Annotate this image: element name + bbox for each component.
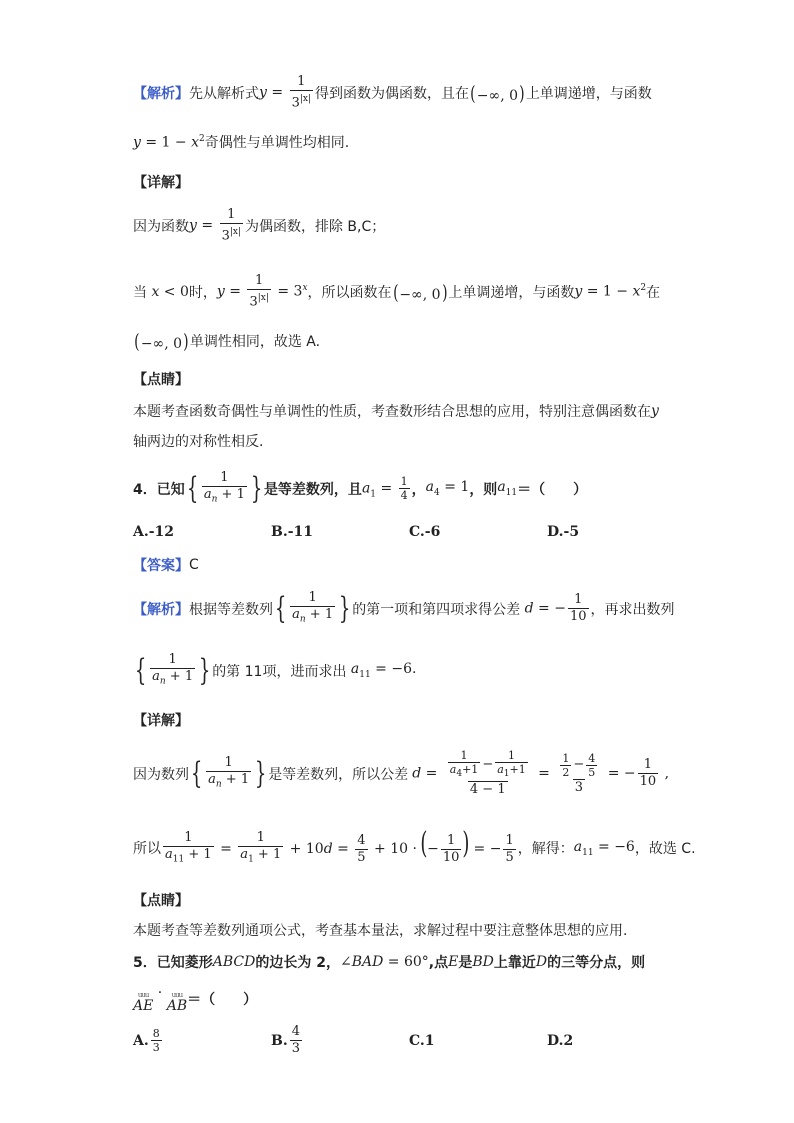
detail2-text-2: 是等差数列，所以公差 bbox=[268, 766, 409, 783]
sequence-term-c: $\frac{1}{a_n + 1}$ bbox=[206, 755, 251, 793]
sequence-term-a: $\frac{1}{a_n + 1}$ bbox=[290, 590, 335, 628]
formula-a11-eq: $a_{11} = -6$. bbox=[350, 661, 417, 681]
analysis-text-4: 奇偶性与单调性均相同. bbox=[204, 135, 350, 151]
q5-choice-b[interactable]: B. $\frac{4}{3}$ bbox=[271, 1024, 300, 1056]
rhombus-abcd: ABCD bbox=[212, 954, 256, 970]
angle-bad: ∠BAD = 60° bbox=[339, 954, 429, 970]
detail-text-7: 在 bbox=[646, 284, 661, 301]
interval-neg-inf-0: (−∞, 0) bbox=[470, 80, 525, 105]
detail-heading-1 bbox=[133, 172, 189, 192]
question-4-label: 4．已知 bbox=[133, 481, 185, 498]
comment-tag-1: 【点睛】 bbox=[133, 372, 189, 388]
analysis-line-2 bbox=[133, 132, 349, 152]
analysis-text-2: 得到函数为偶函数，且在 bbox=[314, 85, 469, 102]
detail2-text-1: 因为数列 bbox=[133, 766, 189, 783]
detail-text-5: ，所以函数在 bbox=[307, 284, 392, 301]
comment-text-1: 本题考查函数奇偶性与单调性的性质，考查数形结合思想的应用，特别注意偶函数在 bbox=[133, 404, 651, 420]
detail-text-2: 为偶函数，排除 B,C； bbox=[244, 218, 386, 235]
formula-a11: $a_{11}$ bbox=[497, 479, 518, 499]
choice-c[interactable]: C.-6 bbox=[409, 524, 441, 540]
var-y: y bbox=[651, 403, 659, 419]
comment2-text: 本题考查等差数列通项公式，考查基本量法，求解过程中要注意整体思想的应用. bbox=[133, 923, 628, 939]
formula-y-even: y = $\frac{1}{3^{|x|}}$ bbox=[189, 207, 241, 244]
point-d: D bbox=[535, 954, 548, 970]
comment-line-1 bbox=[133, 401, 659, 421]
formula-y-eq-1-minus-x2-b: $y = 1 - x^2$ bbox=[574, 283, 647, 300]
formula-a11-result: $a_{11} = -6$ bbox=[573, 839, 635, 858]
question-5-text-2: 的边长为 2， bbox=[255, 955, 340, 971]
comment-heading-1 bbox=[133, 369, 189, 389]
analysis2-text-1: 根据等差数列 bbox=[189, 601, 273, 618]
formula-y-eq-1-over-3abs: y = $\frac{1}{3^{|x|}}$ bbox=[259, 74, 311, 111]
q5-choice-c[interactable]: C.1 bbox=[409, 1032, 435, 1049]
detail2-text-4: ，解得： bbox=[517, 841, 574, 858]
question-5-text-4: 是 bbox=[458, 955, 473, 971]
question-5-line-2 bbox=[133, 985, 257, 1013]
analysis-text-1: 先从解析式 bbox=[189, 85, 259, 102]
formula-a4: $a_4 = 1$ bbox=[425, 479, 470, 499]
comment-text-2: 轴两边的对称性相反. bbox=[133, 434, 264, 450]
comment-tag-2: 【点睛】 bbox=[133, 893, 189, 909]
question-4-text-3: ，则 bbox=[469, 481, 498, 498]
detail-text-8: 单调性相同，故选 A. bbox=[189, 334, 321, 350]
detail-line-1 bbox=[133, 207, 385, 244]
q5-choice-d[interactable]: D.2 bbox=[547, 1032, 574, 1049]
question-5-text-1: 5．已知菱形 bbox=[133, 955, 213, 971]
question-4-choices bbox=[133, 524, 685, 540]
detail-line-2 bbox=[133, 273, 660, 310]
formula-a11-computation: $\frac{1}{a_{11} + 1}$ = $\frac{1}{a_1 + 1}$ + 10d = $\frac{4}{5}$ + 10 · (− $\frac{1}{10}$ ) = − $\frac{1}{5}$ bbox=[161, 829, 518, 868]
analysis-line-1 bbox=[133, 74, 652, 111]
answer-line bbox=[133, 555, 199, 575]
detail-text-4: 时， bbox=[188, 284, 217, 301]
answer-value: C bbox=[189, 557, 199, 573]
detail-text-6: 上单调递增，与函数 bbox=[448, 284, 575, 301]
detail-text-3: 当 bbox=[133, 284, 147, 301]
sequence-term-q4: $\frac{1}{a_n + 1}$ bbox=[202, 470, 247, 508]
segment-bd: BD bbox=[472, 954, 494, 970]
question-5-text-6: 的三等分点，则 bbox=[547, 955, 646, 971]
formula-x-lt-0: x < 0 bbox=[151, 283, 189, 300]
detail2-line-1: 因为数列 { $\frac{1}{a_n + 1}$ } 是等差数列，所以公差 d = $\frac{1}{a_4+1}$ − $\frac{1}{a_1+1}$ 4 − 1 = $\frac{1}{2}$ − $\frac{4}{5}$ 3 = − $\frac{1}{10}$ , bbox=[133, 749, 670, 798]
detail2-line-2 bbox=[133, 826, 696, 868]
analysis2-line-1: 【解析】 根据等差数列 { $\frac{1}{a_n + 1}$ } 的第一项和第四项求得公差 d = − $\frac{1}{10}$ ，再求出数列 bbox=[133, 590, 675, 626]
point-e: E bbox=[448, 954, 459, 970]
sequence-term-b: $\frac{1}{a_n + 1}$ bbox=[150, 652, 195, 690]
formula-y-eq-3x: y = $\frac{1}{3^{|x|}}$ = $3^x$ bbox=[216, 273, 308, 310]
answer-tag: 【答案】 bbox=[133, 558, 189, 574]
analysis2-line-2: { $\frac{1}{a_n + 1}$ } 的第 11项，进而求出 $a_{11} = -6$. bbox=[134, 652, 417, 688]
question-4: 4．已知 { $\frac{1}{a_n + 1}$ } 是等差数列，且 $a_1$ = $\frac{1}{4}$ ， $a_4 = 1$ ，则 $a_{11}$ ＝（ ） bbox=[133, 470, 588, 506]
formula-a1: $a_1$ = $\frac{1}{4}$ bbox=[361, 475, 408, 503]
analysis-tag: 【解析】 bbox=[133, 85, 189, 102]
detail-tag-2: 【详解】 bbox=[133, 713, 189, 729]
interval-neg-inf-0-b: (−∞, 0) bbox=[392, 279, 448, 304]
detail-line-3 bbox=[133, 329, 320, 353]
question-5-line-1 bbox=[133, 952, 645, 972]
question-4-text-4: ＝（ ） bbox=[517, 481, 588, 498]
analysis2-text-4: 的第 11项，进而求出 bbox=[212, 663, 347, 680]
question-5-text-7: ＝（ ） bbox=[187, 992, 258, 1008]
comment-heading-2 bbox=[133, 890, 189, 910]
question-5-text-3: ,点 bbox=[428, 955, 449, 971]
detail-heading-2 bbox=[133, 710, 189, 730]
comment2-line bbox=[133, 920, 627, 940]
choice-a[interactable]: A.-12 bbox=[133, 524, 175, 540]
formula-d: d = − $\frac{1}{10}$ bbox=[524, 592, 587, 625]
interval-neg-inf-0-c: (−∞, 0) bbox=[134, 329, 189, 353]
choice-d[interactable]: D.-5 bbox=[547, 524, 580, 540]
question-5-text-5: 上靠近 bbox=[493, 955, 536, 971]
formula-d-computation: d = $\frac{1}{a_4+1}$ − $\frac{1}{a_1+1}$ 4 − 1 = $\frac{1}{2}$ − $\frac{4}{5}$ 3 = − $\frac{1}{10}$ , bbox=[412, 749, 670, 798]
formula-y-eq-1-minus-x2: $y = 1 - x^2$ bbox=[133, 133, 205, 151]
analysis-text-3: 上单调递增，与函数 bbox=[525, 85, 652, 102]
question-4-text-1: 是等差数列，且 bbox=[263, 481, 362, 498]
q5-choice-a[interactable]: A. $\frac{8}{3}$ bbox=[133, 1027, 160, 1054]
question-5-choices bbox=[133, 1024, 685, 1057]
analysis2-text-2: 的第一项和第四项求得公差 bbox=[352, 601, 521, 618]
analysis2-text-3: ，再求出数列 bbox=[590, 601, 675, 618]
choice-b[interactable]: B.-11 bbox=[271, 524, 313, 540]
comment-line-2 bbox=[133, 431, 263, 451]
detail2-text-3: 所以 bbox=[133, 841, 161, 858]
detail2-text-5: ，故选 C. bbox=[634, 841, 696, 858]
detail-text-1: 因为函数 bbox=[133, 218, 189, 235]
detail-tag-1: 【详解】 bbox=[133, 175, 189, 191]
analysis2-tag: 【解析】 bbox=[133, 601, 189, 618]
dot-product-ae-ab: uuu AE · uuu AB bbox=[133, 985, 188, 1014]
question-4-text-2: ， bbox=[411, 481, 426, 498]
